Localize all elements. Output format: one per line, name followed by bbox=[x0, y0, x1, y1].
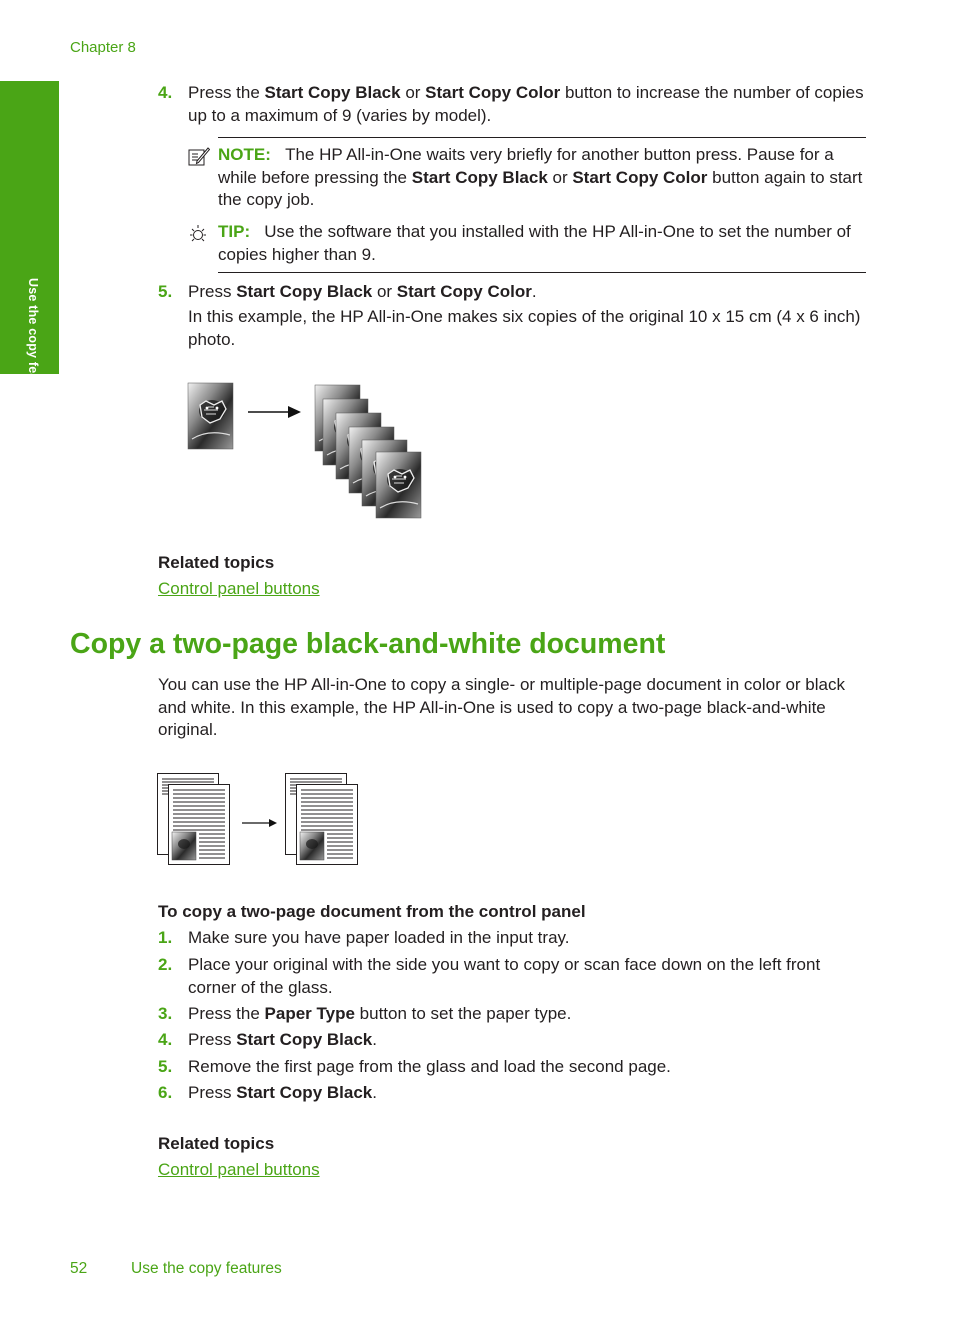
step-number: 3. bbox=[158, 1004, 173, 1023]
step-number: 2. bbox=[158, 955, 173, 974]
original-photo bbox=[188, 383, 233, 449]
procedure-title: To copy a two-page document from the control panel bbox=[158, 902, 586, 921]
control-panel-buttons-link[interactable]: Control panel buttons bbox=[158, 1160, 320, 1179]
procedure-step-3 bbox=[158, 1003, 868, 1026]
tip-body: Use the software that you installed with the HP All-in-One to set the number of copies higher than 9. bbox=[218, 222, 851, 264]
step-number: 1. bbox=[158, 928, 173, 947]
right-arrow-icon bbox=[242, 819, 277, 827]
original-document bbox=[158, 774, 230, 865]
note-text bbox=[218, 144, 868, 212]
copied-document bbox=[286, 774, 358, 865]
step-text: Remove the first page from the glass and load the second page. bbox=[188, 1057, 671, 1076]
step-4 bbox=[158, 82, 868, 127]
control-panel-buttons-link[interactable]: Control panel buttons bbox=[158, 579, 320, 598]
photo-copies-illustration bbox=[186, 381, 426, 521]
step-text: Place your original with the side you want to copy or scan face down on the left front corner of the glass. bbox=[188, 955, 821, 997]
step-number: 4. bbox=[158, 83, 173, 102]
procedure-step-2 bbox=[158, 954, 868, 999]
step-text: Press Start Copy Black. bbox=[188, 1030, 377, 1049]
procedure-step-4 bbox=[158, 1029, 868, 1052]
section-title: Copy a two-page black-and-white document bbox=[70, 628, 666, 660]
tip-label: TIP: bbox=[218, 222, 251, 241]
side-tab-label: Use the copy features bbox=[26, 278, 40, 413]
footer-page-number: 52 bbox=[70, 1260, 88, 1277]
right-arrow-icon bbox=[248, 406, 301, 418]
tip-text bbox=[218, 221, 868, 266]
step-text: Press Start Copy Black or Start Copy Color. bbox=[188, 282, 537, 301]
note-pencil-icon bbox=[188, 146, 210, 173]
note-body: The HP All-in-One waits very briefly for another button press. Pause for a while before pressing the Start Copy Black or Start Copy Color button again to start the copy job. bbox=[218, 145, 863, 209]
note-label: NOTE: bbox=[218, 145, 271, 164]
related-topics-heading: Related topics bbox=[158, 553, 275, 572]
side-tab bbox=[0, 81, 59, 413]
procedure-step-1 bbox=[158, 927, 868, 950]
step-number: 6. bbox=[158, 1083, 173, 1102]
note-top-rule bbox=[218, 137, 866, 138]
step-number: 5. bbox=[158, 282, 173, 301]
example-text: In this example, the HP All-in-One makes six copies of the original 10 x 15 cm (4 x 6 inch) photo. bbox=[188, 307, 861, 349]
note-bottom-rule bbox=[218, 272, 866, 273]
step-text: Make sure you have paper loaded in the input tray. bbox=[188, 928, 570, 947]
step-number: 5. bbox=[158, 1057, 173, 1076]
step-text: Press the Start Copy Black or Start Copy Color button to increase the number of copies up to a maximum of 9 (varies by model). bbox=[188, 83, 864, 125]
note-block bbox=[188, 144, 868, 212]
chapter-header: Chapter 8 bbox=[70, 39, 136, 56]
step-5 bbox=[158, 281, 868, 304]
step-text: Press the Paper Type button to set the paper type. bbox=[188, 1004, 572, 1023]
step-text: Press Start Copy Black. bbox=[188, 1083, 377, 1102]
section-intro: You can use the HP All-in-One to copy a single- or multiple-page document in color or black and white. In this example, the HP All-in-One is used to copy a two-page black-and-white original. bbox=[158, 675, 845, 739]
footer-title: Use the copy features bbox=[131, 1260, 282, 1277]
lightbulb-icon bbox=[188, 223, 210, 252]
related-topics-heading: Related topics bbox=[158, 1134, 275, 1153]
copy-photo bbox=[376, 452, 421, 518]
procedure-step-5 bbox=[158, 1056, 868, 1079]
tip-block bbox=[188, 221, 868, 266]
procedure-step-6 bbox=[158, 1082, 868, 1105]
step-number: 4. bbox=[158, 1030, 173, 1049]
two-page-document-illustration bbox=[156, 772, 362, 868]
